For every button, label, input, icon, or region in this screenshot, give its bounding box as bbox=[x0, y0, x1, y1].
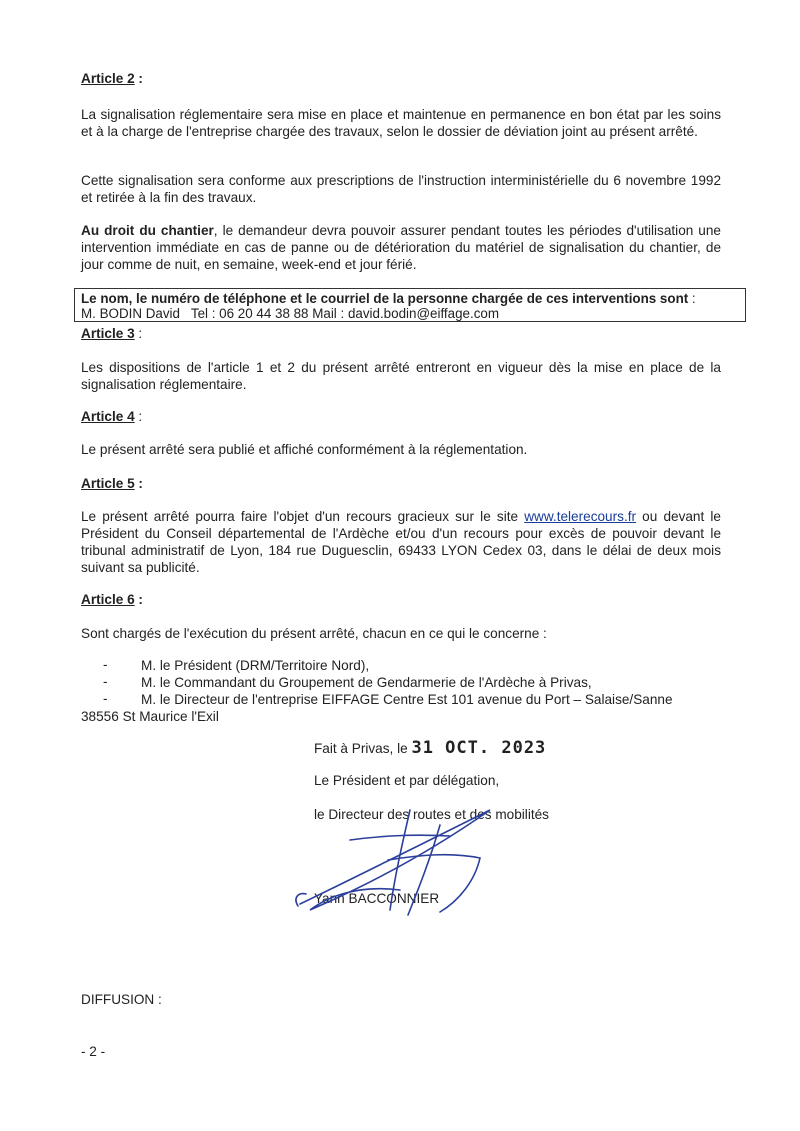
contact-box bbox=[74, 288, 746, 322]
handwritten-signature bbox=[290, 800, 520, 920]
list-item: M. le Président (DRM/Territoire Nord), bbox=[141, 658, 370, 673]
article-4-paragraph: Le présent arrêté sera publié et affiché conformément à la réglementation. bbox=[81, 442, 528, 457]
article-6-paragraph: Sont chargés de l'exécution du présent arrêté, chacun en ce qui le concerne : bbox=[81, 626, 547, 641]
article-2-paragraph-1: La signalisation réglementaire sera mise en place et maintenue en permanence en bon état par les soins et à la charge de l'entreprise chargée des travaux, selon le dossier de déviation joint au présent arrêté. bbox=[81, 107, 721, 139]
article-2-heading: Article 2 : bbox=[81, 71, 143, 86]
date-stamp: 31 OCT. 2023 bbox=[411, 738, 547, 758]
list-dash: - bbox=[103, 674, 108, 689]
signature-line-1: Le Président et par délégation, bbox=[314, 773, 500, 788]
list-dash: - bbox=[103, 691, 108, 706]
article-5-paragraph: Le présent arrêté pourra faire l'objet d'un recours gracieux sur le site www.telerecours.fr ou devant le Président du Conseil départemental de l'Ardèche et/ou d'un recours pour excès de pouvoir devant le tribunal administratif de Lyon, 184 rue Duguesclin, 69433 LYON Cedex 03, dans le délai de deux mois suivant sa publicité. bbox=[81, 509, 721, 575]
diffusion-label: DIFFUSION : bbox=[81, 992, 162, 1007]
place-and-date: Fait à Privas, le 31 OCT. 2023 bbox=[314, 738, 547, 758]
list-item-continuation: 38556 St Maurice l'Exil bbox=[81, 709, 219, 724]
contact-box-line: M. BODIN David Tel : 06 20 44 38 88 Mail : david.bodin@eiffage.com bbox=[81, 306, 500, 321]
signature-line-2: le Directeur des routes et des mobilités bbox=[314, 807, 549, 822]
list-item: M. le Commandant du Groupement de Gendarmerie de l'Ardèche à Privas, bbox=[141, 675, 592, 690]
article-6-heading: Article 6 : bbox=[81, 592, 143, 607]
page-number: - 2 - bbox=[81, 1044, 106, 1059]
telerecours-link[interactable]: www.telerecours.fr bbox=[524, 509, 637, 524]
contact-box-title: Le nom, le numéro de téléphone et le courriel de la personne chargée de ces interventions sont : bbox=[81, 291, 696, 306]
list-item: M. le Directeur de l'entreprise EIFFAGE Centre Est 101 avenue du Port – Salaise/Sanne bbox=[141, 692, 673, 707]
article-5-heading: Article 5 : bbox=[81, 476, 143, 491]
article-4-heading: Article 4 : bbox=[81, 409, 143, 424]
article-3-paragraph: Les dispositions de l'article 1 et 2 du présent arrêté entreront en vigueur dès la mise en place de la signalisation réglementaire. bbox=[81, 360, 721, 392]
article-2-paragraph-2: Cette signalisation sera conforme aux prescriptions de l'instruction interministérielle du 6 novembre 1992 et retirée à la fin des travaux. bbox=[81, 173, 721, 205]
signatory-name: Yann BACCONNIER bbox=[314, 891, 440, 906]
list-dash: - bbox=[103, 657, 108, 672]
article-2-paragraph-3: Au droit du chantier, le demandeur devra pouvoir assurer pendant toutes les périodes d'utilisation une intervention immédiate en cas de panne ou de détérioration du matériel de signalisation du chantier, de jour comme de nuit, en semaine, week-end et jour férié. bbox=[81, 223, 721, 272]
article-3-heading: Article 3 : bbox=[81, 326, 143, 341]
